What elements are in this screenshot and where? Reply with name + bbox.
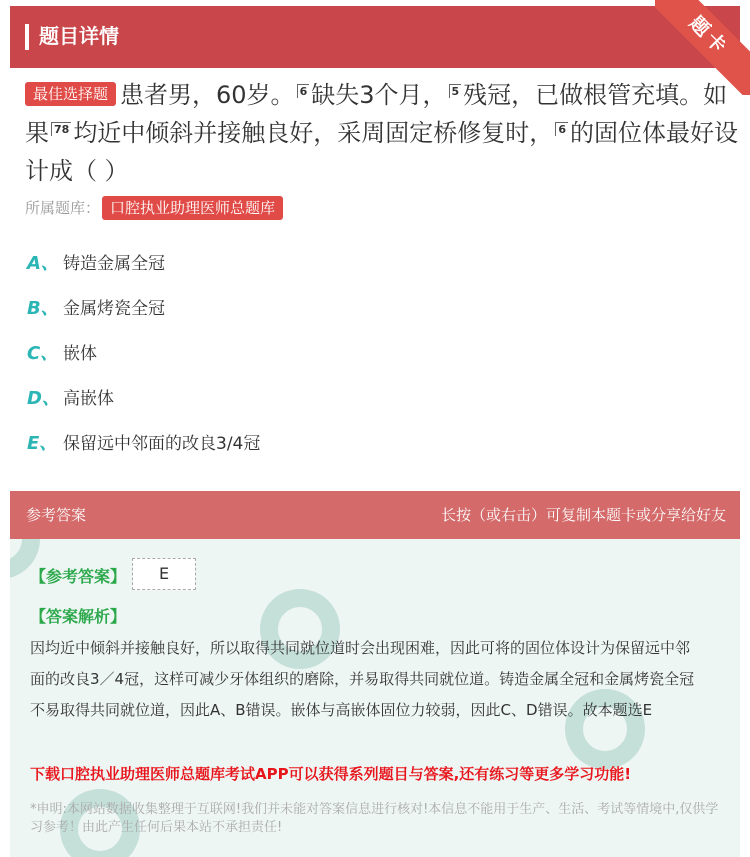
disclaimer: *申明:本网站数据收集整理于互联网!我们并未能对答案信息进行核对!本信息不能用于生产、生活、考试等情境中,仅供学习参考！由此产生任何后果本站不承担责任!	[30, 802, 719, 835]
page-title: 题目详情	[39, 24, 119, 48]
answer-header-title: 参考答案	[26, 506, 87, 524]
option-letter: E、	[27, 433, 58, 454]
bank-label: 所属题库：	[25, 199, 101, 217]
option-letter: B、	[27, 298, 59, 319]
question-type-tag: 最佳选择题	[25, 82, 116, 106]
reference-answer-label: 【参考答案】	[30, 567, 127, 586]
reference-answer-value: E	[132, 558, 196, 590]
ribbon-label: 题卡	[655, 0, 750, 95]
answer-header	[10, 491, 740, 539]
tooth-notation-image: 6	[555, 122, 568, 136]
page-header	[10, 6, 740, 68]
question-part: 均近中倾斜并接触良好，采周固定桥修复时，	[73, 119, 554, 147]
question-text	[25, 76, 740, 190]
share-hint: 长按（或右击）可复制本题卡或分享给好友	[440, 506, 726, 524]
option-text: 高嵌体	[63, 389, 114, 409]
bank-link[interactable]: 口腔执业助理医师总题库	[102, 196, 283, 220]
question-bank	[25, 196, 283, 220]
tooth-notation-image: 5	[449, 84, 462, 98]
option-b[interactable]	[27, 297, 165, 321]
option-text: 保留远中邻面的改良3/4冠	[63, 434, 261, 454]
option-d[interactable]	[27, 387, 114, 411]
question-part: 缺失3个月，	[311, 81, 447, 109]
question-part: 患者男，60岁。	[120, 81, 295, 109]
option-text: 铸造金属全冠	[63, 254, 165, 274]
question-part: 残冠，已做根管充填。如果	[25, 81, 728, 147]
option-letter: D、	[27, 388, 60, 409]
question-part: 的固位体最好设计成（ ）	[25, 119, 738, 185]
option-letter: A、	[27, 253, 59, 274]
header-accent-bar	[25, 24, 29, 50]
answer-body	[10, 539, 740, 857]
option-e[interactable]	[27, 432, 260, 456]
option-a[interactable]	[27, 252, 165, 276]
analysis-text: 因均近中倾斜并接触良好，所以取得共同就位道时会出现困难，因此可将的固位体设计为保留远中邻面的改良3／4冠，这样可减少牙体组织的磨除，并易取得共同就位道。铸造金属全冠和金属烤瓷全冠不易取得共同就位道，因此A、B错误。嵌体与高嵌体固位力较弱，因此C、D错误。故本题选E	[30, 639, 695, 719]
tooth-notation-image: 78	[51, 122, 71, 136]
tooth-notation-image: 6	[297, 84, 310, 98]
option-text: 嵌体	[63, 344, 97, 364]
option-letter: C、	[27, 343, 59, 364]
option-text: 金属烤瓷全冠	[63, 299, 165, 319]
option-c[interactable]	[27, 342, 97, 366]
analysis-label: 【答案解析】	[30, 607, 127, 626]
app-promo-link[interactable]: 下载口腔执业助理医师总题库考试APP可以获得系列题目与答案,还有练习等更多学习功能!	[30, 765, 632, 783]
